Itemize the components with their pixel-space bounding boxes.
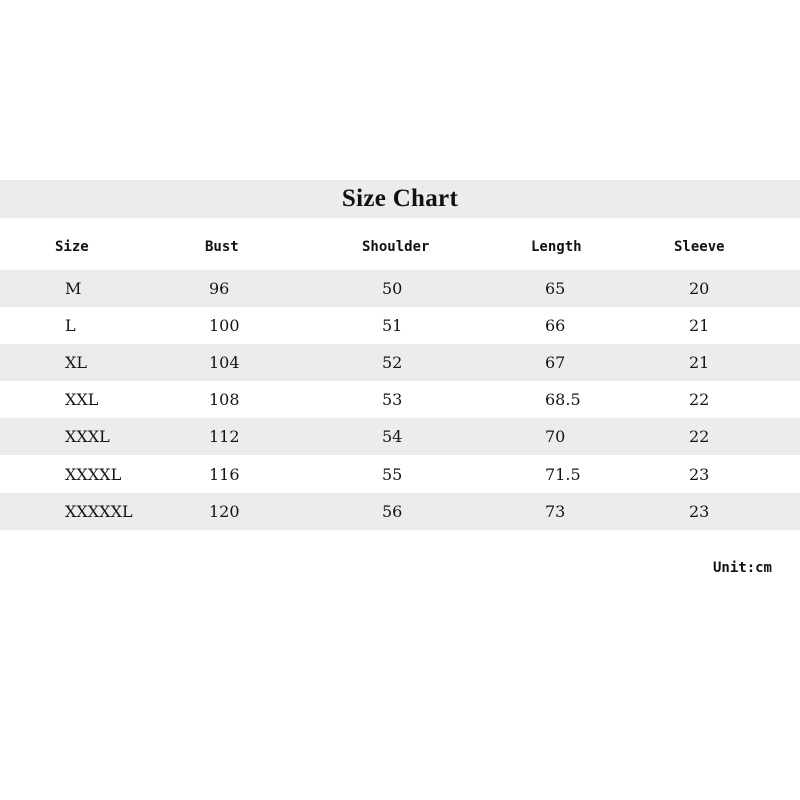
- bust-cell: 112: [209, 427, 240, 446]
- title-band: [0, 180, 800, 218]
- sleeve-cell: 22: [689, 427, 710, 446]
- bust-cell: 116: [209, 465, 240, 484]
- sleeve-cell: 21: [689, 316, 710, 335]
- shoulder-cell: 50: [382, 279, 403, 298]
- table-row: [0, 344, 800, 381]
- length-cell: 71.5: [545, 465, 581, 484]
- shoulder-cell: 52: [382, 353, 403, 372]
- bust-cell: 120: [209, 502, 240, 521]
- column-header-shoulder: Shoulder: [362, 239, 430, 255]
- unit-note: Unit:cm: [712, 560, 772, 576]
- size-cell: XXXL: [65, 427, 110, 446]
- chart-title: Size Chart: [341, 185, 459, 212]
- length-cell: 73: [545, 502, 566, 521]
- table-row: [0, 493, 800, 530]
- size-cell: M: [65, 279, 82, 298]
- length-cell: 68.5: [545, 390, 581, 409]
- column-header-sleeve: Sleeve: [674, 239, 725, 255]
- sleeve-cell: 23: [689, 465, 710, 484]
- length-cell: 70: [545, 427, 566, 446]
- length-cell: 66: [545, 316, 566, 335]
- shoulder-cell: 56: [382, 502, 403, 521]
- sleeve-cell: 22: [689, 390, 710, 409]
- shoulder-cell: 54: [382, 427, 403, 446]
- size-cell: XL: [65, 353, 88, 372]
- length-cell: 65: [545, 279, 566, 298]
- column-header-bust: Bust: [205, 239, 239, 255]
- bust-cell: 108: [209, 390, 240, 409]
- size-cell: XXXXL: [65, 465, 122, 484]
- sleeve-cell: 21: [689, 353, 710, 372]
- column-header-size: Size: [55, 239, 89, 255]
- bust-cell: 100: [209, 316, 240, 335]
- shoulder-cell: 53: [382, 390, 403, 409]
- table-row: [0, 381, 800, 418]
- length-cell: 67: [545, 353, 566, 372]
- table-row: [0, 456, 800, 493]
- table-row: [0, 307, 800, 344]
- bust-cell: 104: [209, 353, 240, 372]
- table-row: [0, 270, 800, 307]
- size-cell: XXXXXL: [65, 502, 133, 521]
- table-row: [0, 418, 800, 455]
- size-cell: L: [65, 316, 76, 335]
- sleeve-cell: 20: [689, 279, 710, 298]
- shoulder-cell: 55: [382, 465, 403, 484]
- sleeve-cell: 23: [689, 502, 710, 521]
- table-header: [0, 232, 800, 262]
- shoulder-cell: 51: [382, 316, 403, 335]
- size-cell: XXL: [65, 390, 99, 409]
- column-header-length: Length: [531, 239, 582, 255]
- bust-cell: 96: [209, 279, 230, 298]
